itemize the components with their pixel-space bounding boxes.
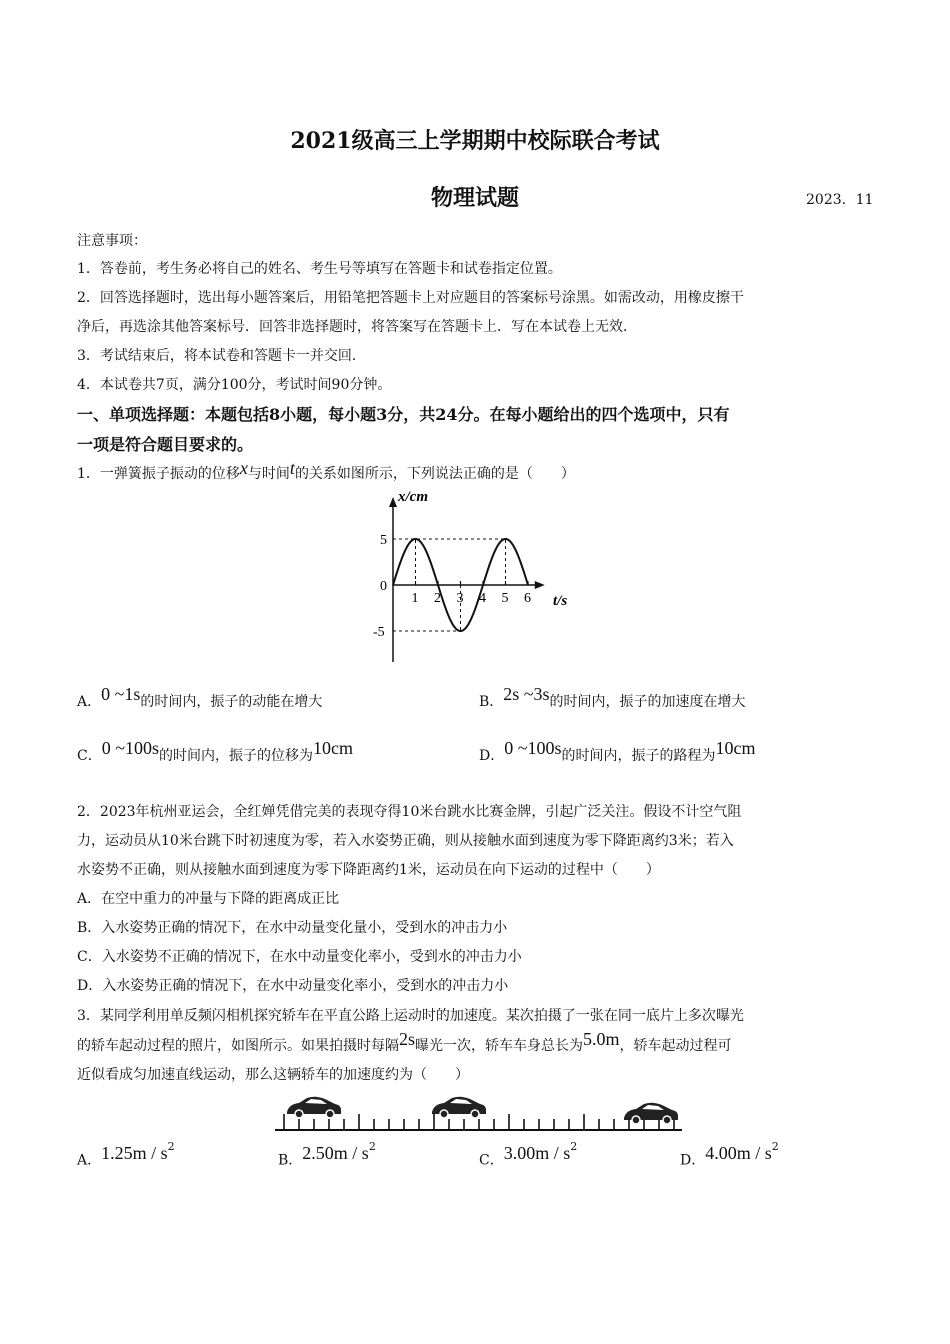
q1-var-x: x [239,458,248,478]
option-letter: D． [680,1152,706,1169]
option-letter: C． [479,1152,504,1169]
q3-stem-part: 的轿车起动过程的照片，如图所示。如果拍摄时每隔 [77,1038,399,1054]
x-tick-label: 3 [456,591,464,606]
option-exponent: 2 [368,1140,376,1153]
notice-item: 2．回答选择题时，选出每小题答案后，用铅笔把答题卡上对应题目的答案标号涂黑。如需改动，用橡皮擦干 [77,290,744,306]
option-value: 2.50m / s [302,1143,369,1164]
exam-title: 2021级高三上学期期中校际联合考试 [290,128,660,154]
x-axis-label: t/s [553,593,568,609]
x-tick-label: 1 [411,591,419,606]
option-letter: D． [479,748,505,764]
q1-option-c [77,738,353,765]
option-letter: B． [479,694,504,710]
car-icon [432,1097,486,1118]
y-tick-label: -5 [373,625,385,640]
option-math: 2s ~3s [503,684,550,704]
q1-stem [77,458,575,483]
q3-stem-line [77,1029,732,1055]
x-axis-arrow [535,581,545,589]
option-letter: A． [77,694,102,710]
notice-item: 4．本试卷共7页，满分100分，考试时间90分钟。 [77,377,392,393]
option-text: 的时间内，振子的路程为 [561,748,716,764]
option-exponent: 2 [771,1140,779,1153]
option-letter: C． [77,748,102,764]
section-heading-line2: 一项是符合题目要求的。 [77,435,254,454]
q3-math: 2s [399,1029,416,1049]
q1-stem-part: 与时间 [247,466,290,482]
section-heading-line1: 一、单项选择题：本题包括8小题，每小题3分，共24分。在每小题给出的四个选项中，只有 [77,405,730,424]
displacement-time-chart [360,485,590,670]
option-letter: B． [278,1152,303,1169]
option-text: 的时间内，振子的位移为 [158,748,313,764]
notice-item: 3．考试结束后，将本试卷和答题卡一并交回． [77,348,366,364]
q3-option-b [278,1140,376,1169]
q1-stem-part: 1．一弹簧振子振动的位移 [77,466,240,482]
q3-stem-line: 近似看成匀加速直线运动，那么这辆轿车的加速度约为（ ） [77,1067,469,1083]
option-exponent: 2 [570,1140,578,1153]
q3-option-d [680,1140,779,1169]
q1-var-t: t [289,458,295,478]
option-text: 的时间内，振子的加速度在增大 [549,694,746,710]
q2-option-a: A．在空中重力的冲量与下降的距离成正比 [77,891,340,907]
q2-option-b: B．入水姿势正确的情况下，在水中动量变化量小，受到水的冲击力小 [77,920,508,936]
y-axis-arrow [389,497,397,507]
x-tick-label: 6 [524,591,531,606]
q3-stem-part: ，轿车起动过程可 [619,1038,732,1054]
q1-stem-part: 的关系如图所示，下列说法正确的是（ ） [294,466,575,482]
y-axis-label: x/cm [398,489,428,505]
q2-stem-line: 水姿势不正确，则从接触水面到速度为零下降距离约1米，运动员在向下运动的过程中（ ） [77,862,660,878]
notice-heading: 注意事项： [77,233,147,249]
q3-stem-part: 曝光一次，轿车车身总长为 [415,1038,584,1054]
option-value: 1.25m / s [101,1143,168,1164]
option-exponent: 2 [167,1140,175,1153]
x-tick-label: 4 [479,591,486,606]
y-tick-label: 0 [380,579,387,594]
subject-title: 物理试题 [430,185,519,211]
car-strobe-figure [270,1090,690,1138]
option-math: 0 ~100s [101,738,159,758]
q1-option-a [77,684,323,711]
option-value: 4.00m / s [705,1143,772,1164]
car-icon [624,1103,678,1124]
notice-item: 1．答卷前，考生务必将自己的姓名、考生号等填写在答题卡和试卷指定位置。 [77,261,562,277]
q2-option-d: D．入水姿势正确的情况下，在水中动量变化率小，受到水的冲击力小 [77,978,509,994]
option-math: 0 ~100s [504,738,562,758]
q2-stem-line: 2．2023年杭州亚运会，全红婵凭借完美的表现夺得10米台跳水比赛金牌，引起广泛关注。假设不计空气阻 [77,804,742,820]
x-tick-label: 5 [501,591,509,606]
q2-stem-line: 力，运动员从10米台跳下时初速度为零，若入水姿势正确，则从接触水面到速度为零下降距离约3米；若入 [77,833,734,849]
car-icon [287,1097,341,1118]
q3-option-c [479,1140,578,1169]
q3-option-a [77,1140,175,1169]
q1-option-d [479,738,756,765]
q3-stem-line: 3．某同学利用单反频闪相机探究轿车在平直公路上运动时的加速度。某次拍摄了一张在同一底片上多次曝光 [77,1008,744,1024]
option-math: 0 ~1s [101,684,141,704]
q3-math: 5.0m [583,1029,620,1049]
option-math: 10cm [715,738,756,758]
option-text: 的时间内，振子的动能在增大 [140,694,323,710]
x-tick-label: 2 [434,591,441,606]
option-letter: A． [77,1152,102,1169]
exam-date: 2023．11 [806,192,874,208]
option-value: 3.00m / s [503,1143,571,1164]
q2-option-c: C．入水姿势不正确的情况下，在水中动量变化率小，受到水的冲击力小 [77,949,522,965]
y-tick-label: 5 [380,533,387,548]
q1-option-b [479,684,746,711]
notice-item: 净后，再选涂其他答案标号．回答非选择题时，将答案写在答题卡上．写在本试卷上无效． [77,319,637,335]
option-math: 10cm [312,738,353,758]
